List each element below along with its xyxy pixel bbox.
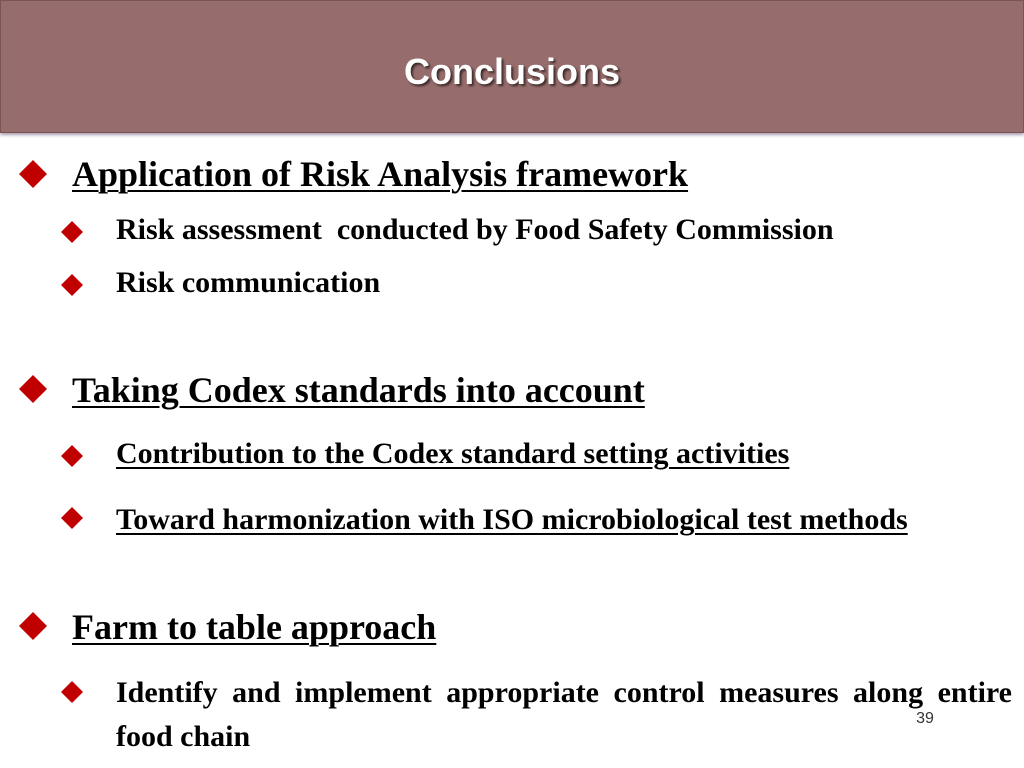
slide-title: Conclusions: [403, 51, 621, 92]
bullet-item: Risk communication: [116, 266, 381, 299]
bullet-item: Contribution to the Codex standard setting activities: [116, 437, 790, 470]
page-number: 39: [916, 710, 934, 727]
section-heading: Taking Codex standards into account: [72, 370, 645, 410]
bullet-item: Identify and implement appropriate control measures along entire food chain: [116, 676, 1012, 753]
bullet-item: Toward harmonization with ISO microbiological test methods: [116, 503, 908, 536]
bullet-item: Risk assessment conducted by Food Safety Commission: [116, 213, 834, 246]
section-heading: Farm to table approach: [72, 607, 437, 647]
section-heading: Application of Risk Analysis framework: [72, 154, 689, 194]
